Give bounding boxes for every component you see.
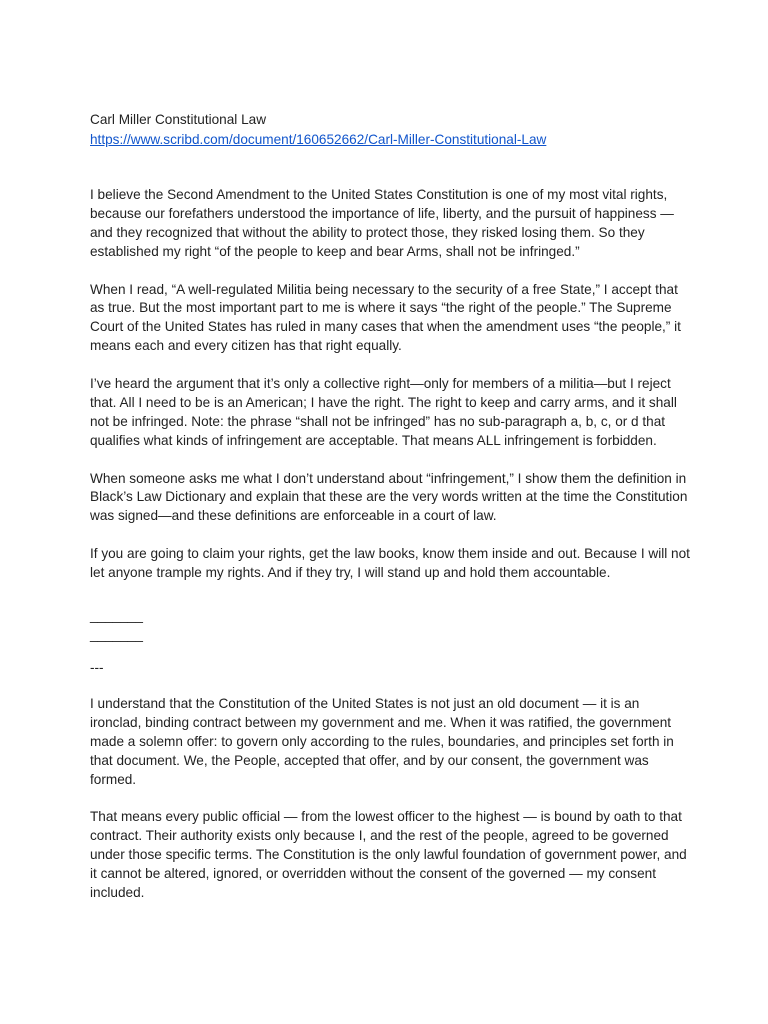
document-title: Carl Miller Constitutional Law bbox=[90, 112, 267, 127]
paragraph-second-amendment: I believe the Second Amendment to the United States Constitution is one of my most vital rights, because our forefathers understood the importance of life, liberty, and the pursuit of happiness — and they recognized that without the ability to protect those, they risked losing them. So they established my right “of the people to keep and bear Arms, shall not be infringed.” bbox=[90, 187, 674, 259]
section-separator: --- bbox=[90, 659, 104, 675]
paragraph-collective-right: I’ve heard the argument that it’s only a collective right—only for members of a militia—but I reject that. All I need to be is an American; I have the right. The right to keep and carry arms, and it shall not be infringed. Note: the phrase “shall not be infringed” has no sub-paragraph a, b, c, or d that qualifies what kinds of infringement are acceptable. That means ALL infringement is forbidden. bbox=[90, 376, 677, 448]
source-link[interactable]: https://www.scribd.com/document/160652662/Carl-Miller-Constitutional-Law bbox=[90, 131, 547, 147]
document-page bbox=[90, 110, 690, 903]
rule-line: _______ bbox=[90, 626, 143, 642]
spacer bbox=[90, 149, 690, 186]
paragraph-contract: I understand that the Constitution of the United States is not just an old document — it is an ironclad, binding contract between my government and me. When it was ratified, the government made a solemn offer: to govern only according to the rules, boundaries, and principles set forth in that document. We, the People, accepted that offer, and by our consent, the government was formed. bbox=[90, 695, 674, 787]
paragraph-public-officials: That means every public official — from the lowest officer to the highest — is bound by oath to that contract. Their authority exists only because I, and the rest of the people, agreed to be governed under those specific terms. The Constitution is the only lawful foundation of government power, and it cannot be altered, ignored, or overridden without the consent of the governed — my consent included. bbox=[90, 809, 687, 901]
rule-line: _______ bbox=[90, 607, 143, 623]
paragraph-militia: When I read, “A well-regulated Militia being necessary to the security of a free State,” I accept that as true. But the most important part to me is where it says “the right of the people.” The Supreme Court of the United States has ruled in many cases that when the amendment uses “the people,” it means each and every citizen has that right equally. bbox=[90, 281, 681, 354]
paragraph-infringement: When someone asks me what I don’t understand about “infringement,” I show them the definition in Black’s Law Dictionary and explain that these are the very words written at the time the Constitution was signed—and these definitions are enforceable in a court of law. bbox=[90, 470, 688, 524]
paragraph-claim-rights: If you are going to claim your rights, get the law books, know them inside and out. Because I will not let anyone trample my rights. And if they try, I will stand up and hold them accountable. bbox=[90, 546, 690, 581]
